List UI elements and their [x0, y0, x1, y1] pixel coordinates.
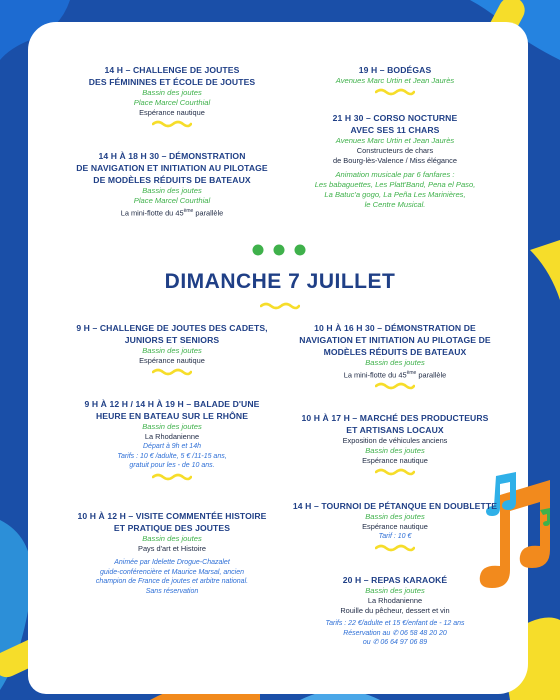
event-note: gratuit pour les - de 10 ans.: [129, 462, 215, 469]
event-joutes-cadets: [52, 322, 292, 378]
event-note: Animée par Idelette Drogue-Chazalet: [114, 559, 230, 566]
event-description: Rouille du pêcheur, dessert et vin: [340, 606, 450, 615]
event-title: HEURE EN BATEAU SUR LE RHÔNE: [95, 411, 249, 421]
event-title: 20 H – REPAS KARAOKÉ: [342, 575, 448, 585]
event-demonstration-dimanche: [280, 322, 510, 392]
event-title: AVEC SES 11 CHARS: [350, 125, 440, 135]
event-organizer: Espérance nautique: [139, 356, 205, 365]
event-title: 14 H – TOURNOI DE PÉTANQUE EN DOUBLETTE: [292, 501, 498, 511]
event-place: Bassin des joutes: [142, 88, 202, 97]
event-note: Animation musicale par 6 fanfares :: [335, 170, 455, 179]
event-note: ou ✆ 06 64 97 06 89: [362, 639, 428, 646]
event-note: Tarif : 10 €: [378, 533, 412, 540]
event-note: guide-conférencière et Maurice Marsal, ancien: [100, 568, 244, 576]
wave-divider-icon: [375, 88, 415, 96]
wave-divider-icon: [260, 302, 300, 310]
event-title: 14 H – CHALLENGE DE JOUTES: [104, 65, 240, 75]
event-place: Bassin des joutes: [142, 186, 202, 195]
event-organizer: Pays d'art et Histoire: [138, 544, 206, 553]
event-title: 9 H – CHALLENGE DE JOUTES DES CADETS,: [76, 323, 268, 333]
event-title: MODÈLES RÉDUITS DE BATEAUX: [323, 347, 467, 357]
event-place: Avenues Marc Urtin et Jean Jaurès: [335, 136, 455, 145]
event-title: 19 H – BODÉGAS: [358, 65, 432, 75]
event-organizer: La mini-flotte du 45ème parallèle: [343, 370, 447, 380]
event-place: Bassin des joutes: [142, 422, 202, 431]
event-title: ET PRATIQUE DES JOUTES: [113, 523, 231, 533]
event-place: Bassin des joutes: [365, 446, 425, 455]
event-organizer: La Rhodanienne: [144, 432, 200, 441]
event-place: Bassin des joutes: [365, 512, 425, 521]
event-description: Exposition de véhicules anciens: [342, 436, 448, 445]
event-visite-commentee: [52, 510, 292, 596]
event-title: 10 H À 17 H – MARCHÉ DES PRODUCTEURS: [301, 413, 489, 423]
event-title: 14 H À 18 H 30 – DÉMONSTRATION: [98, 151, 246, 161]
dots-divider-icon: [250, 243, 310, 257]
wave-divider-icon: [375, 468, 415, 476]
event-balade-bateau: [52, 398, 292, 483]
event-corso-nocturne: [285, 112, 505, 210]
event-place: Bassin des joutes: [142, 534, 202, 543]
day-heading: DIMANCHE 7 JUILLET: [164, 270, 396, 293]
event-note: Tarifs : 22 €/adulte et 15 €/enfant de - 12 ans: [325, 620, 465, 627]
event-place: Place Marcel Courthial: [133, 98, 211, 107]
event-note: La Batuc'a gogo, La Peña Les Marinières,: [324, 190, 466, 199]
event-title: DE MODÈLES RÉDUITS DE BATEAUX: [93, 175, 251, 185]
event-title: DE NAVIGATION ET INITIATION AU PILOTAGE: [76, 163, 268, 173]
event-organizer: Espérance nautique: [139, 108, 205, 117]
event-organizer: de Bourg-lès-Valence / Miss élégance: [333, 156, 457, 165]
wave-divider-icon: [152, 120, 192, 128]
event-note: Réservation au ✆ 06 58 48 20 20: [343, 629, 447, 637]
event-title: ET ARTISANS LOCAUX: [346, 425, 444, 435]
event-note: Les babaguettes, Les Platt'Band, Pena el Paso,: [314, 180, 476, 189]
event-organizer: Espérance nautique: [362, 522, 428, 531]
event-note: Sans réservation: [145, 587, 199, 595]
event-title: 10 H À 16 H 30 – DÉMONSTRATION DE: [314, 323, 476, 333]
wave-divider-icon: [375, 544, 415, 552]
event-title: DES FÉMININES ET ÉCOLE DE JOUTES: [88, 77, 256, 87]
event-title: NAVIGATION ET INITIATION AU PILOTAGE DE: [299, 335, 491, 345]
event-marche-producteurs: [280, 412, 510, 478]
event-title: JUNIORS ET SENIORS: [124, 335, 220, 345]
event-organizer: La mini-flotte du 45ème parallèle: [120, 208, 224, 218]
event-title: 9 H À 12 H / 14 H À 19 H – BALADE D'UNE: [84, 399, 260, 409]
event-place: Bassin des joutes: [365, 358, 425, 367]
event-place: Avenues Marc Urtin et Jean Jaurès: [335, 76, 455, 85]
event-title: 21 H 30 – CORSO NOCTURNE: [332, 113, 458, 123]
event-note: Départ à 9h et 14h: [143, 443, 201, 450]
event-place: Bassin des joutes: [365, 586, 425, 595]
event-place: Bassin des joutes: [142, 346, 202, 355]
event-organizer: Espérance nautique: [362, 456, 428, 465]
wave-divider-icon: [152, 368, 192, 376]
event-note: Tarifs : 10 € /adulte, 5 € /11-15 ans,: [117, 452, 227, 460]
event-note: champion de France de joutes et arbitre national.: [95, 578, 249, 585]
event-demonstration-modeles: [52, 150, 292, 218]
event-title: 10 H À 12 H – VISITE COMMENTÉE HISTOIRE: [77, 511, 267, 521]
event-organizer: Constructeurs de chars: [356, 146, 434, 155]
event-organizer: La Rhodanienne: [367, 596, 423, 605]
wave-divider-icon: [152, 473, 192, 481]
wave-divider-icon: [375, 382, 415, 390]
event-joutes-feminines: [62, 64, 282, 130]
event-repas-karaoke: [280, 574, 510, 648]
event-place: Place Marcel Courthial: [133, 196, 211, 205]
event-bodegas: [295, 64, 495, 98]
event-note: le Centre Musical.: [364, 200, 426, 209]
event-tournoi-petanque: [280, 500, 510, 554]
